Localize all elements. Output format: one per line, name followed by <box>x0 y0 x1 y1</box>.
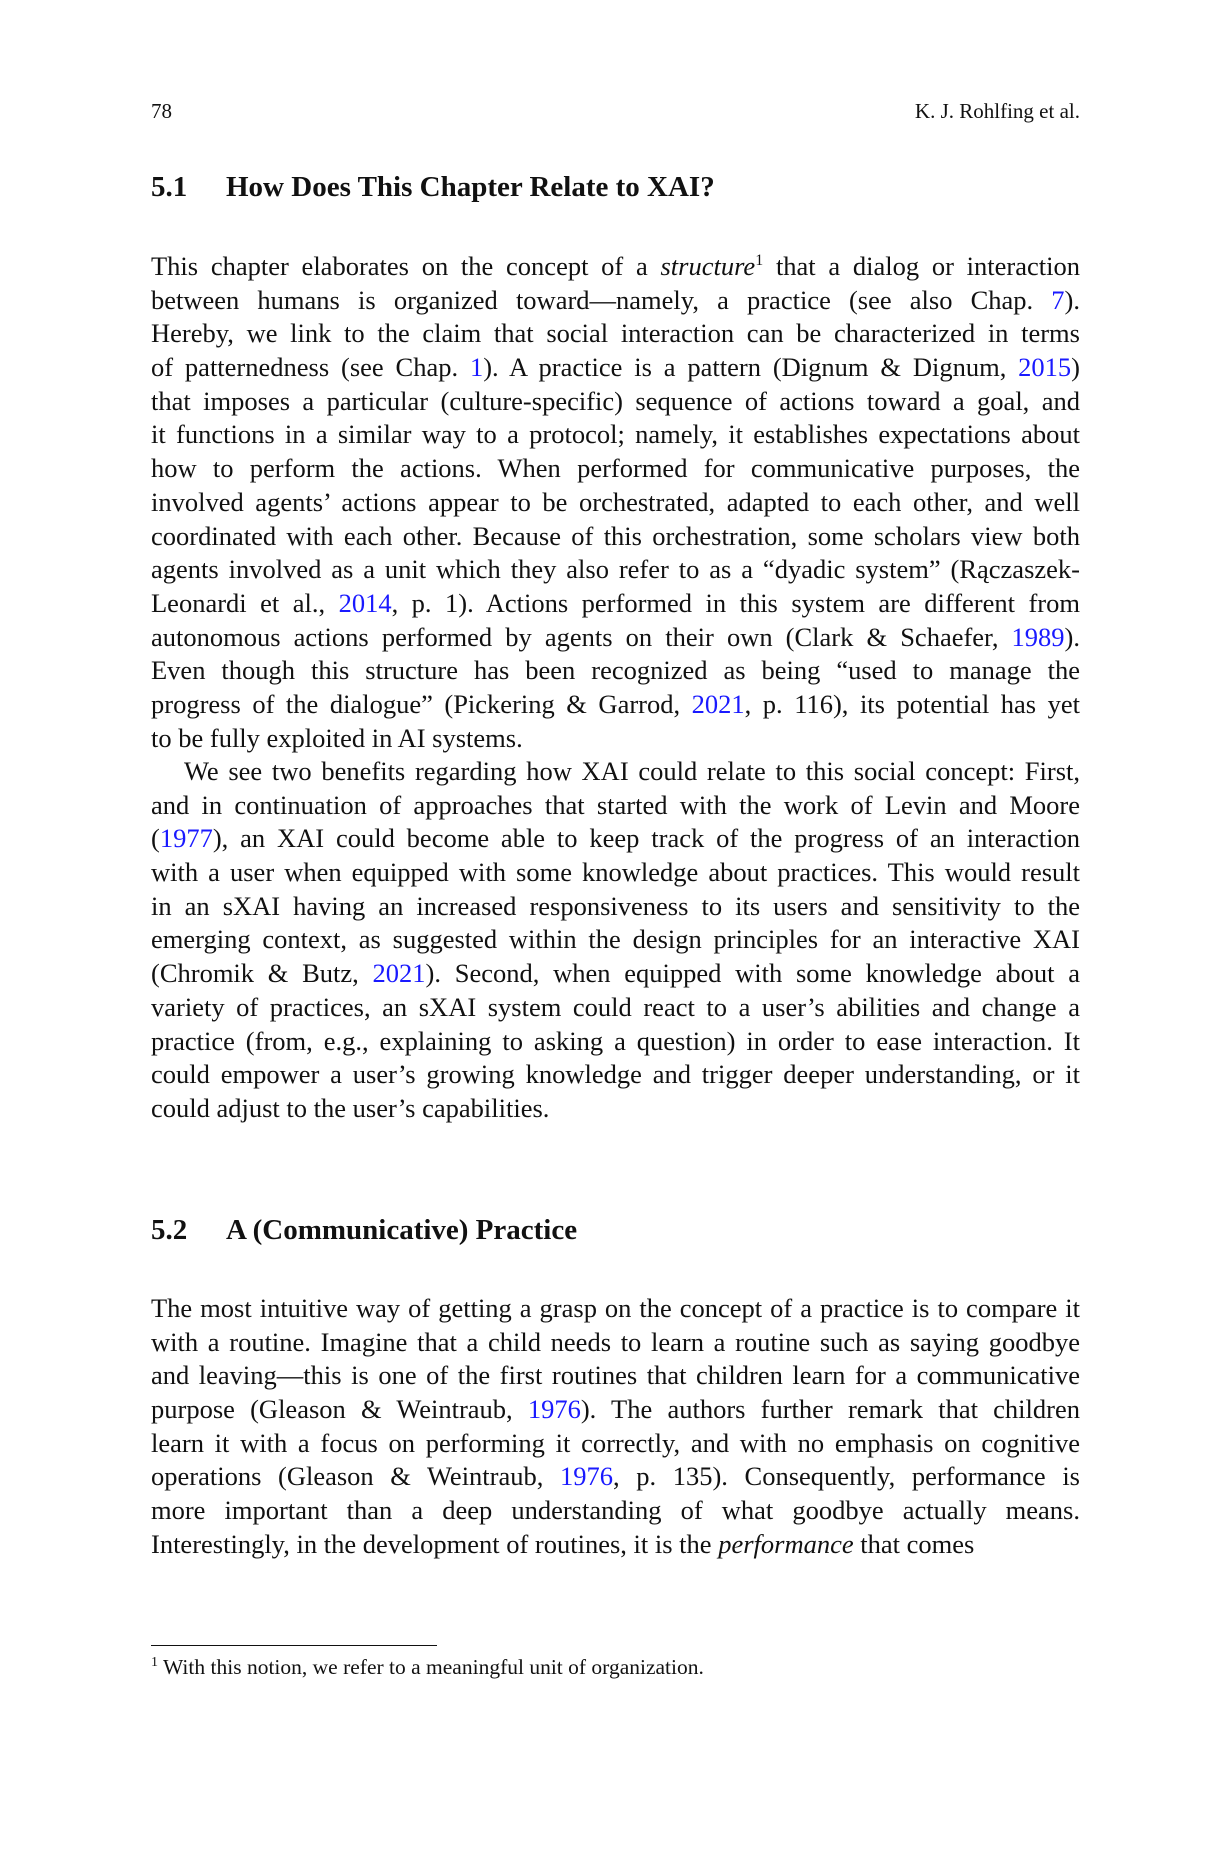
text-line <box>151 553 1080 587</box>
text-run: emerging context, as suggested within the design principles for an interactive XAI <box>151 924 1080 955</box>
text-line <box>151 1058 1080 1092</box>
text-run: autonomous actions performed by agents on their own (Clark & Schaefer, <box>151 621 1012 652</box>
text-run: variety of practices, an sXAI system could react to a user’s abilities and change a <box>151 991 1080 1022</box>
text-line <box>151 991 1080 1025</box>
running-head: K. J. Rohlfing et al. <box>914 99 1080 123</box>
text-run: ) <box>1071 352 1080 383</box>
text-run: that a dialog or interaction <box>763 251 1080 281</box>
text-run: Leonardi et al., <box>151 587 339 618</box>
text-line <box>151 1025 1080 1059</box>
text-run: ). <box>1064 284 1080 315</box>
text-line <box>151 452 1080 486</box>
text-run: (Chromik & Butz, <box>151 958 373 989</box>
text-run: progress of the dialogue” (Pickering & Garrod, <box>151 688 692 719</box>
text-line <box>151 722 1080 756</box>
text-run: We see two benefits regarding how XAI could relate to this social concept: First, <box>184 756 1080 786</box>
text-line <box>151 957 1080 991</box>
text-run: ), an XAI could become able to keep track of the progress of an interaction <box>212 823 1080 854</box>
text-run: how to perform the actions. When performed for communicative purposes, the <box>151 453 1080 484</box>
text-run: Hereby, we link to the claim that social interaction can be characterized in terms <box>151 318 1080 349</box>
citation-link[interactable]: 1989 <box>1011 621 1065 652</box>
text-run: ). The authors further remark that children <box>580 1394 1080 1425</box>
text-run: operations (Gleason & Weintraub, <box>151 1461 560 1492</box>
text-run: to be fully exploited in AI systems. <box>151 722 523 753</box>
text-line <box>151 587 1080 621</box>
paragraph-1 <box>151 250 1080 755</box>
text-line <box>151 1359 1080 1393</box>
text-line <box>151 923 1080 957</box>
text-run: that imposes a particular (culture-specific) sequence of actions toward a goal, and <box>151 385 1080 416</box>
footnote <box>151 1653 704 1681</box>
text-run: ). <box>1064 621 1080 652</box>
emphasis-text: structure <box>660 251 756 281</box>
text-run: learn it with a focus on performing it correctly, and with no emphasis on cognitive <box>151 1427 1080 1458</box>
section-number: 5.1 <box>151 171 188 203</box>
text-line <box>151 688 1080 722</box>
text-line <box>151 1393 1080 1427</box>
text-run: involved agents’ actions appear to be orchestrated, adapted to each other, and well <box>151 486 1080 517</box>
text-line <box>151 418 1080 452</box>
text-line <box>151 250 1080 284</box>
text-run: could adjust to the user’s capabilities. <box>151 1092 550 1123</box>
text-line <box>151 890 1080 924</box>
text-line <box>151 822 1080 856</box>
text-run: in an sXAI having an increased responsiveness to its users and sensitivity to the <box>151 890 1080 921</box>
footnote-text: With this notion, we refer to a meaningful unit of organization. <box>163 1655 704 1679</box>
text-line <box>151 385 1080 419</box>
text-line <box>151 1092 1080 1126</box>
text-line <box>151 856 1080 890</box>
text-line <box>151 1292 1080 1326</box>
text-run: , p. 135). Consequently, performance is <box>613 1461 1080 1492</box>
emphasis-text: performance <box>718 1528 854 1559</box>
citation-link[interactable]: 1976 <box>560 1461 613 1492</box>
section-number: 5.2 <box>151 1214 188 1246</box>
text-line <box>151 1528 1080 1562</box>
text-line <box>151 654 1080 688</box>
text-run: with a user when equipped with some knowledge about practices. This would result <box>151 857 1080 888</box>
section-heading-5-1 <box>151 170 715 204</box>
section-heading-5-2 <box>151 1213 577 1247</box>
citation-link[interactable]: 2014 <box>338 587 392 618</box>
text-line <box>151 351 1080 385</box>
citation-link[interactable]: 2021 <box>372 958 426 989</box>
citation-link[interactable]: 2015 <box>1018 352 1072 383</box>
text-run: of patternedness (see Chap. <box>151 352 470 383</box>
text-run: , p. 116), its potential has yet <box>744 688 1080 719</box>
text-run: ). Second, when equipped with some knowledge about a <box>425 958 1080 989</box>
text-line <box>151 284 1080 318</box>
text-run: ). A practice is a pattern (Dignum & Dignum, <box>483 352 1019 383</box>
text-line <box>151 621 1080 655</box>
text-run: that comes <box>853 1528 975 1559</box>
text-run: purpose (Gleason & Weintraub, <box>151 1394 528 1425</box>
section-title: A (Communicative) Practice <box>226 1214 578 1246</box>
citation-link[interactable]: 1 <box>469 352 484 383</box>
text-run: and leaving—this is one of the first routines that children learn for a communicative <box>151 1360 1080 1391</box>
text-run: The most intuitive way of getting a grasp on the concept of a practice is to compare it <box>151 1293 1080 1323</box>
page-number: 78 <box>151 99 172 123</box>
text-run: This chapter elaborates on the concept of a <box>151 251 661 281</box>
text-line <box>151 520 1080 554</box>
text-run: it functions in a similar way to a protocol; namely, it establishes expectations about <box>151 419 1080 450</box>
citation-link[interactable]: 1976 <box>527 1394 581 1425</box>
text-run: and in continuation of approaches that started with the work of Levin and Moore <box>151 789 1080 820</box>
text-run: could empower a user’s growing knowledge and trigger deeper understanding, or it <box>151 1059 1080 1090</box>
text-line <box>151 789 1080 823</box>
text-run: Interestingly, in the development of routines, it is the <box>151 1528 719 1559</box>
citation-link[interactable]: 7 <box>1051 284 1065 315</box>
text-line <box>151 755 1080 789</box>
text-line <box>151 1494 1080 1528</box>
section-title: How Does This Chapter Relate to XAI? <box>226 171 715 203</box>
citation-link[interactable]: 1977 <box>159 823 213 854</box>
text-line <box>151 1326 1080 1360</box>
footnote-divider <box>151 1645 437 1646</box>
text-run: between humans is organized toward—namely, a practice (see also Chap. <box>151 284 1052 315</box>
text-run: agents involved as a unit which they also refer to as a “dyadic system” (Rączaszek- <box>151 554 1080 585</box>
text-run: ( <box>151 823 160 854</box>
text-line <box>151 317 1080 351</box>
text-run: with a routine. Imagine that a child needs to learn a routine such as saying goodbye <box>151 1326 1080 1357</box>
text-line <box>151 1427 1080 1461</box>
text-run: coordinated with each other. Because of this orchestration, some scholars view both <box>151 520 1080 551</box>
text-line <box>151 1460 1080 1494</box>
paragraph-3 <box>151 1292 1080 1562</box>
text-run: more important than a deep understanding of what goodbye actually means. <box>151 1495 1080 1526</box>
paragraph-2 <box>151 755 1080 1126</box>
text-run: , p. 1). Actions performed in this system are different from <box>391 587 1080 618</box>
footnote-reference[interactable]: 1 <box>755 252 764 270</box>
text-run: Even though this structure has been recognized as being “used to manage the <box>151 655 1080 686</box>
citation-link[interactable]: 2021 <box>691 688 745 719</box>
footnote-marker: 1 <box>151 1654 158 1670</box>
text-run: practice (from, e.g., explaining to asking a question) in order to ease interaction. It <box>151 1025 1080 1056</box>
text-line <box>151 486 1080 520</box>
